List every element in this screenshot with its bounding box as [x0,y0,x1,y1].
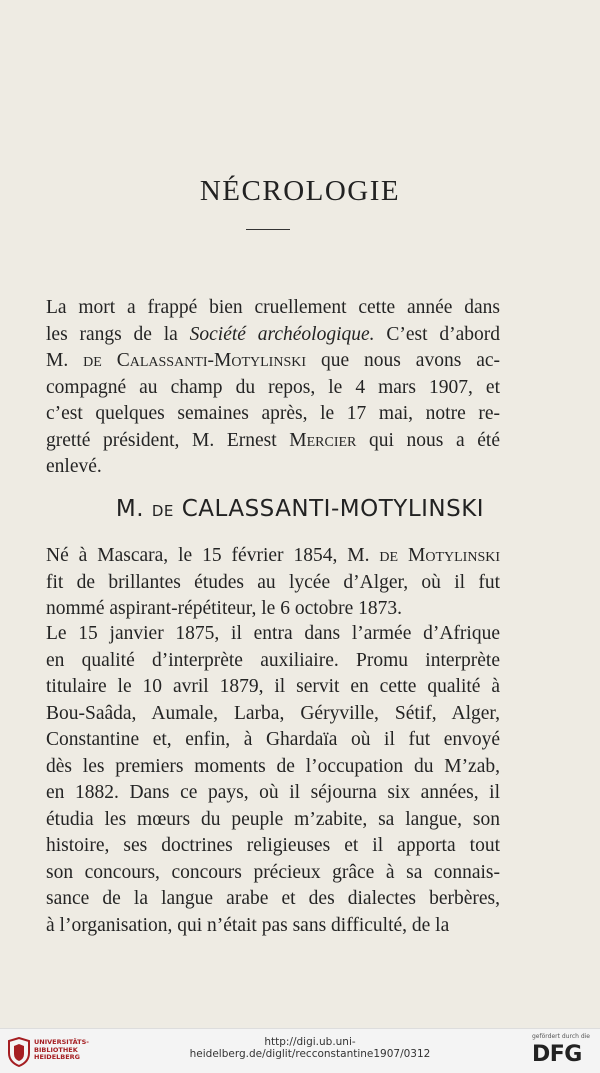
text-line: La mort a frappé bien cruellement cette année dans [46,297,500,318]
text-line: histoire, ses doctrines religieuses et il apporta tout [46,835,500,856]
university-seal-icon [6,1037,32,1067]
title-rule [246,229,290,230]
text-line: étudia les mœurs du peuple m’zabite, sa langue, son [46,808,500,830]
permalink[interactable]: http://digi.ub.uni-heidelberg.de/diglit/recconstantine1907/0312 [189,1036,431,1060]
section-heading-name: CALASSANTI-MOTYLINSKI [173,496,485,522]
biography-paragraph-2 [46,621,500,939]
text-line: les rangs de la Société archéologique. C’est d’abord [46,323,500,345]
text-line: en 1882. Dans ce pays, où il séjourna six années, il [46,782,500,803]
text-line: Bou-Saâda, Aumale, Larba, Géryville, Sétif, Alger, [46,702,500,724]
text-line: Le 15 janvier 1875, il entra dans l’armée d’Afrique [46,623,500,644]
text-line: à l’organisation, qui n’était pas sans difficulté, de la [46,914,450,936]
text-line: Né à Mascara, le 15 février 1854, M. de Motylinski [46,545,500,566]
text-line: dès les premiers moments de l’occupation du M’zab, [46,755,500,777]
text-line: c’est quelques semaines après, le 17 mai, notre re- [46,403,500,424]
text-line: Constantine et, enfin, à Ghardaïa où il fut envoyé [46,729,500,750]
dfg-logo: DFG [532,1042,582,1067]
institution-name: UNIVERSITÄTS- BIBLIOTHEK HEIDELBERG [34,1038,89,1061]
page-title: NÉCROLOGIE [199,175,401,207]
section-heading [0,496,600,522]
biography-paragraph-1 [46,543,500,623]
text-line: en qualité d’interprète auxiliaire. Promu interprète [46,649,500,671]
text-line: enlevé. [46,456,102,477]
funder-caption: gefördert durch die [532,1033,590,1040]
text-line: M. de Calassanti-Motylinski que nous avons ac- [46,350,501,371]
text-line: sance de la langue arabe et des dialectes berbères, [46,888,500,909]
text-line: nommé aspirant-répétiteur, le 6 octobre 1873. [46,598,403,619]
text-line: compagné au champ du repos, le 4 mars 1907, et [46,376,500,398]
text-line: fit de brillantes études au lycée d’Alger, où il fut [46,571,500,593]
text-line: son concours, concours précieux grâce à sa connais- [46,861,500,883]
section-heading-prefix: M. [115,496,152,522]
intro-paragraph [46,295,500,481]
text-line: titulaire le 10 avril 1879, il servit en cette qualité à [46,676,500,697]
text-line: gretté président, M. Ernest Mercier qui nous a été [46,429,500,451]
section-heading-particle: de [151,497,174,521]
